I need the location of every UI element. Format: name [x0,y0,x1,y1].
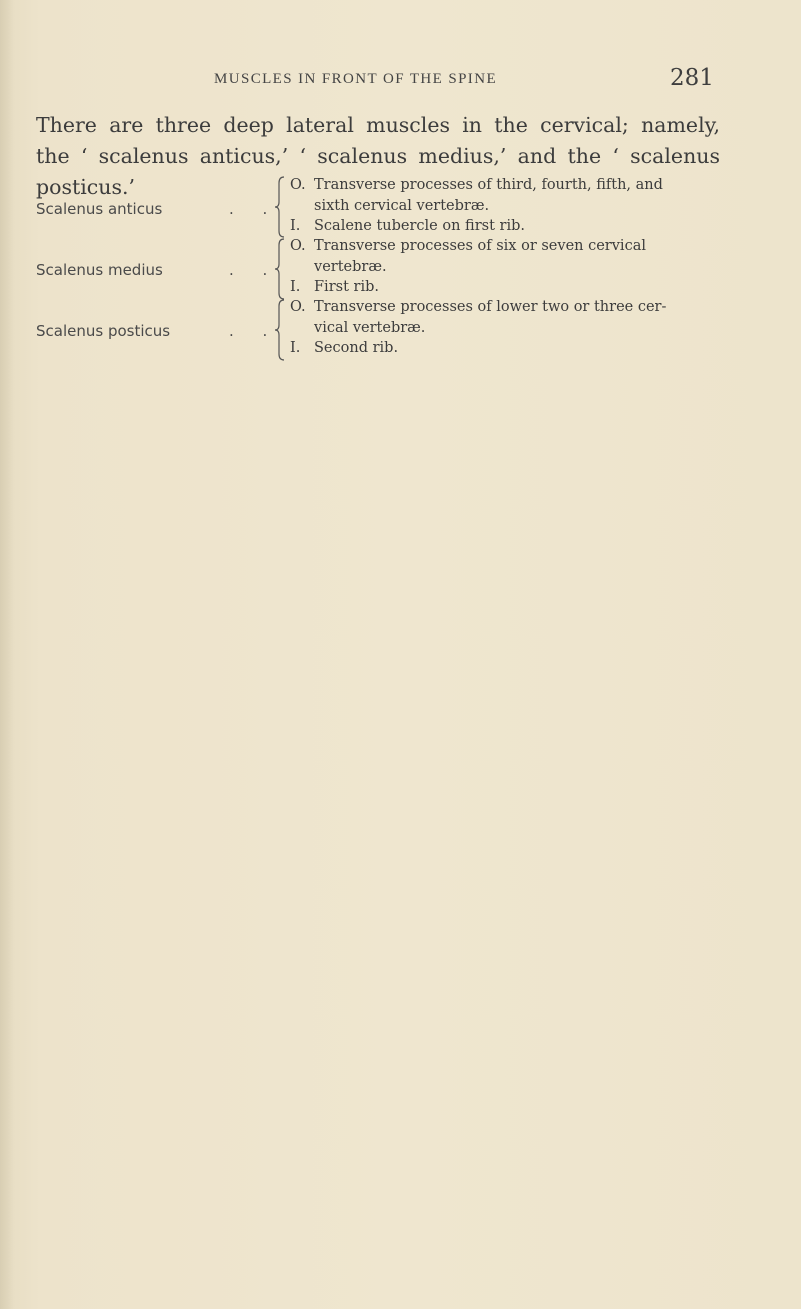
insertion-text: Second rib. [314,340,399,356]
entry-scalenus-posticus [290,297,720,359]
page-number: 281 [670,65,714,91]
running-title: MUSCLES IN FRONT OF THE SPINE [214,71,498,87]
muscle-name-scalenus-posticus: Scalenus posticus [36,322,171,340]
origin-row [290,175,720,196]
origin-text-2: sixth cervical vertebræ. [314,197,490,214]
page-gutter-shadow [0,0,14,1309]
muscle-name-scalenus-medius: Scalenus medius [36,261,163,279]
brace-scalenus-posticus [275,298,285,362]
origin-text-1: Transverse processes of six or seven cervical [314,238,646,254]
entry-scalenus-medius [290,236,720,298]
leader-dots: . . [229,200,280,218]
origin-text-2: vical vertebræ. [314,319,426,336]
insertion-label: I. [290,340,301,356]
origin-row [290,236,720,257]
intro-line-1: There are three deep lateral muscles in the cervical; namely, [36,113,720,137]
intro-line-3: posticus.’ [36,175,136,199]
origin-label: O. [290,299,306,315]
origin-label: O. [290,177,306,193]
entry-scalenus-anticus [290,175,720,237]
origin-label: O. [290,238,306,254]
insertion-row [290,277,720,298]
intro-line-2: the ‘ scalenus anticus,’ ‘ scalenus medius,’ and the ‘ scalenus [36,144,720,168]
brace-scalenus-anticus [275,175,285,239]
insertion-label: I. [290,279,301,295]
muscle-name-scalenus-anticus: Scalenus anticus [36,200,163,218]
insertion-label: I. [290,218,301,234]
origin-text-2: vertebræ. [314,258,387,275]
brace-scalenus-medius [275,237,285,301]
origin-text-1: Transverse processes of lower two or three cer- [314,299,667,315]
insertion-text: First rib. [314,279,379,295]
insertion-row [290,216,720,237]
leader-dots: . . [229,322,280,340]
insertion-text: Scalene tubercle on first rib. [314,218,525,234]
insertion-row [290,338,720,359]
origin-row [290,297,720,318]
leader-dots: . . [229,261,280,279]
origin-text-1: Transverse processes of third, fourth, fifth, and [314,177,663,193]
